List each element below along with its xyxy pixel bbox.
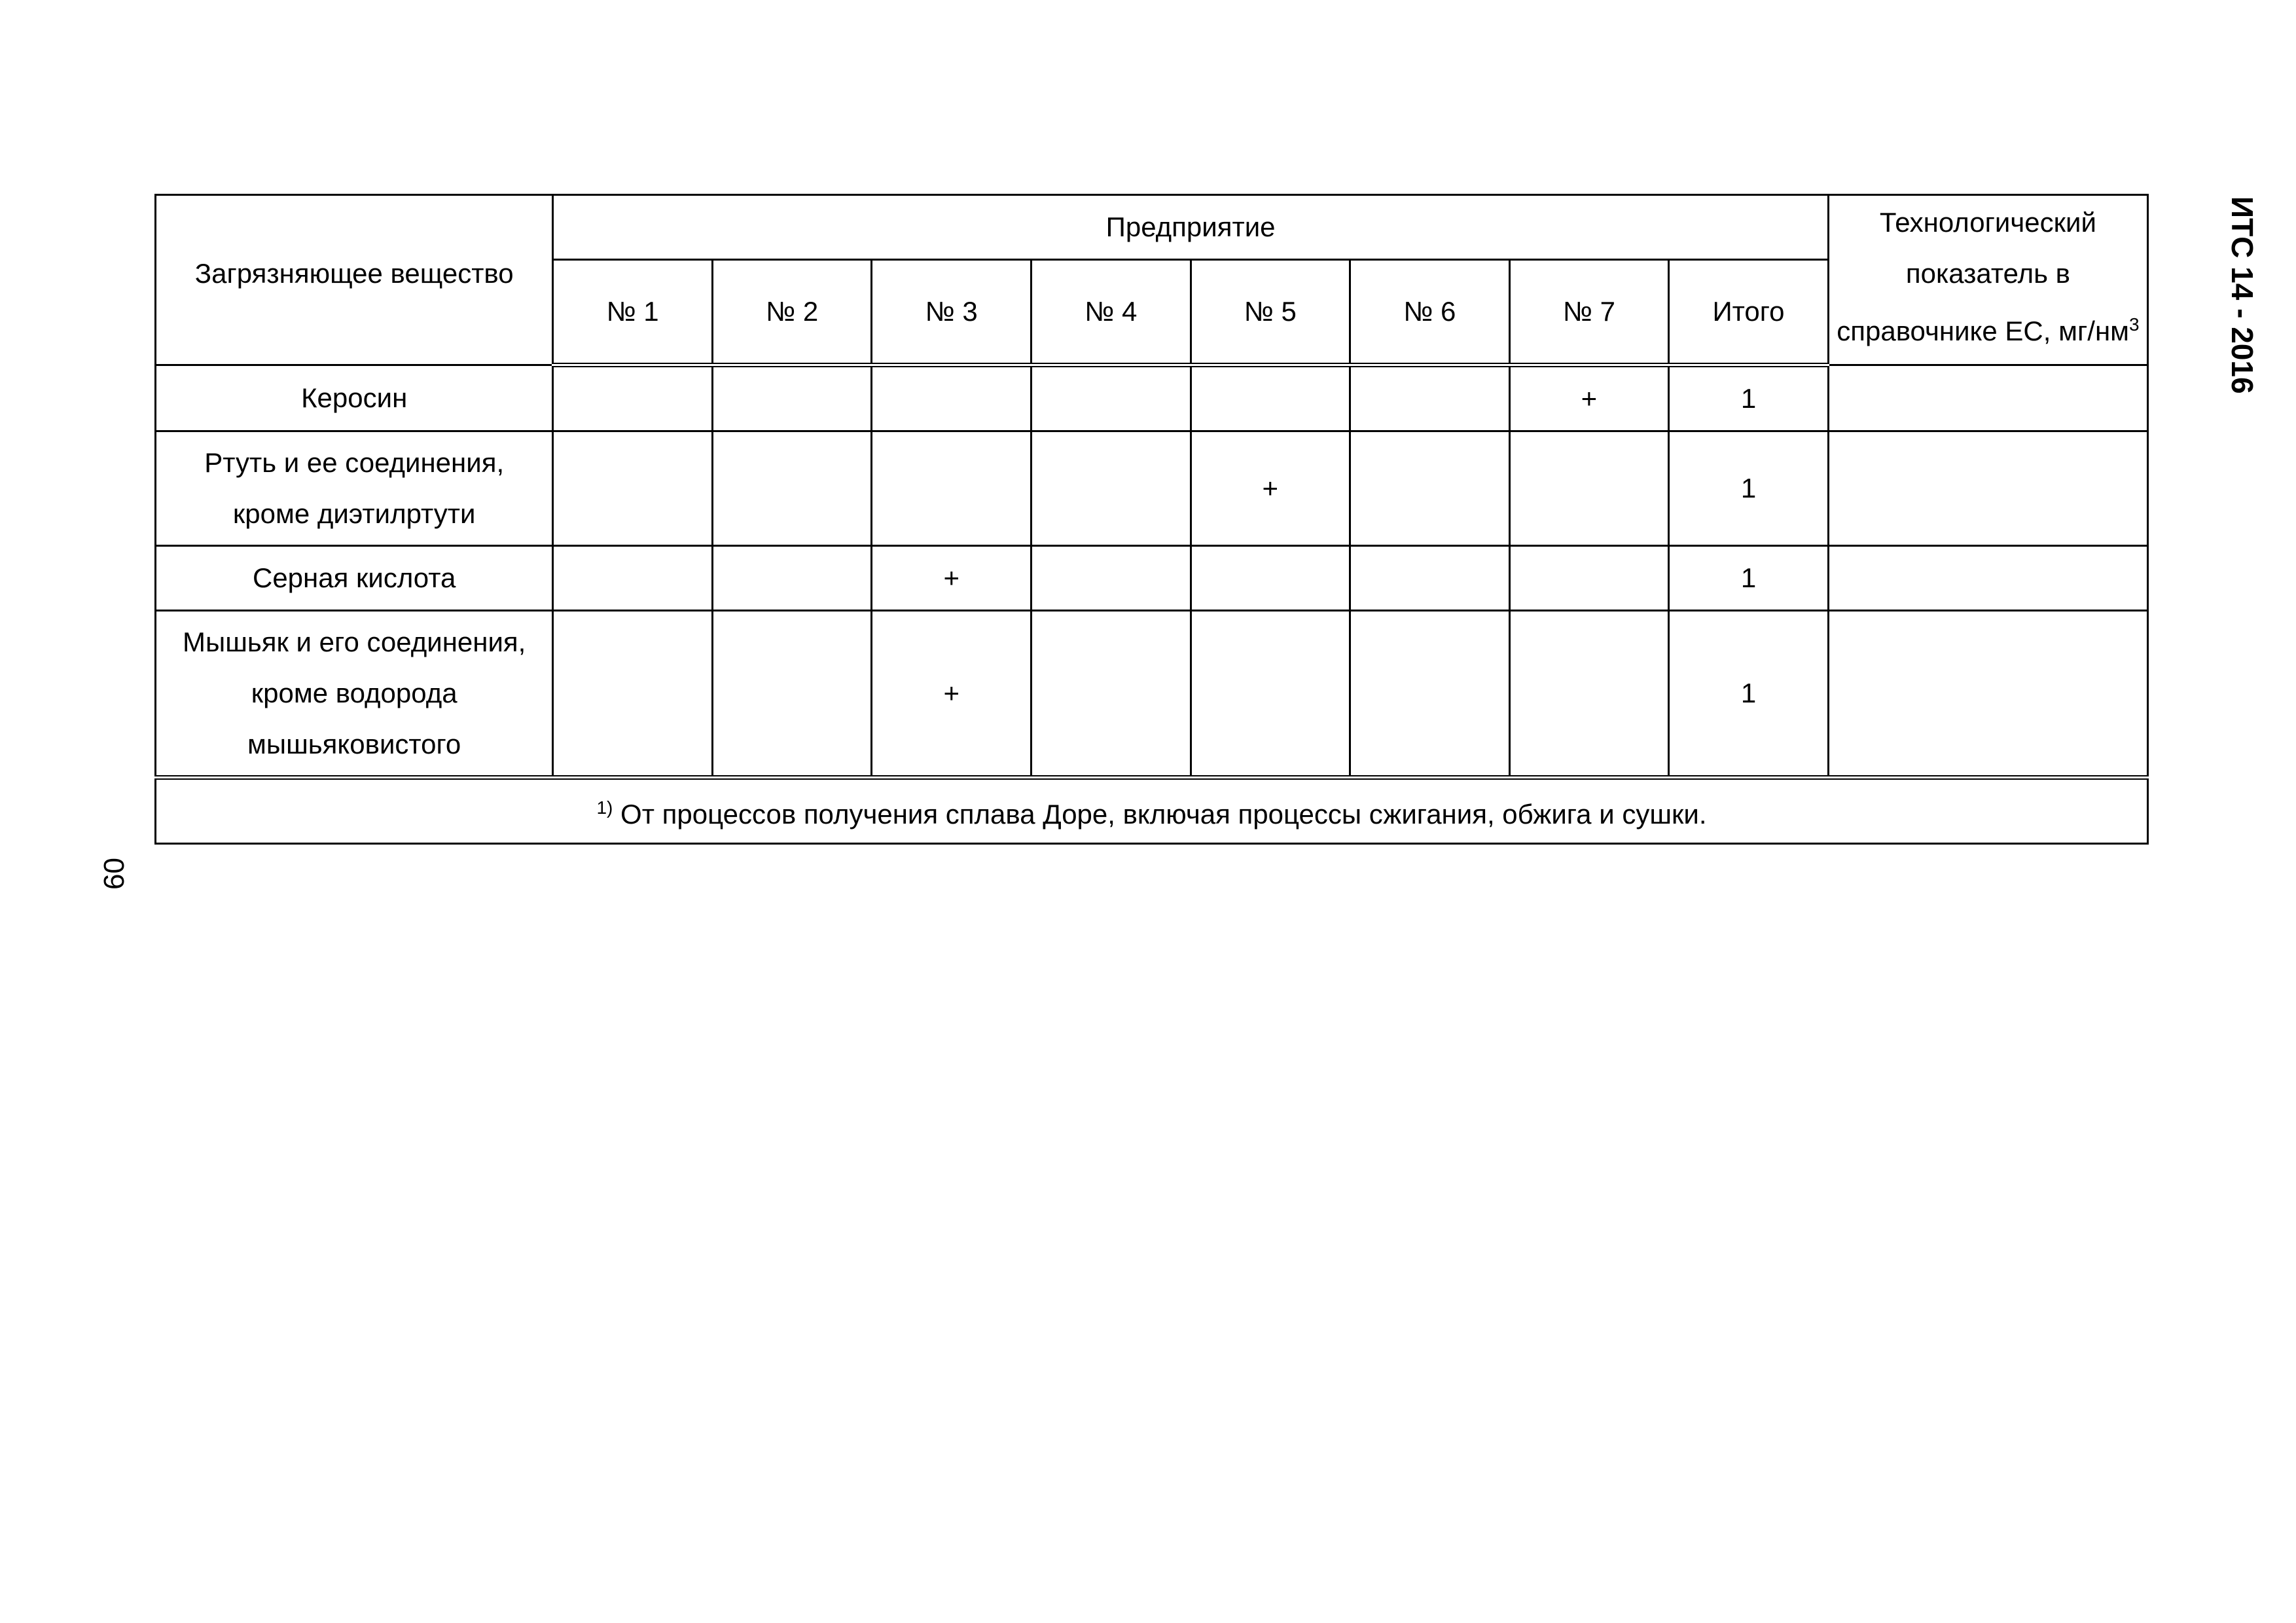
enterprise-cell	[1509, 431, 1669, 546]
substance-cell: Серная кислота	[156, 546, 553, 611]
enterprise-cell	[1509, 546, 1669, 611]
enterprise-cell	[1031, 431, 1191, 546]
header-enterprise-col: № 2	[712, 260, 872, 365]
enterprise-cell	[1509, 611, 1669, 778]
page-number: 60	[98, 858, 130, 890]
header-enterprise: Предприятие	[553, 195, 1828, 260]
enterprise-cell	[712, 546, 872, 611]
enterprise-cell	[872, 431, 1031, 546]
enterprise-cell	[1350, 365, 1510, 431]
enterprise-cell	[872, 365, 1031, 431]
tech-indicator-cell	[1828, 431, 2147, 546]
total-cell: 1	[1669, 611, 1829, 778]
footnote	[156, 778, 2148, 844]
header-enterprise-col: № 7	[1509, 260, 1669, 365]
enterprise-cell	[712, 611, 872, 778]
header-substance: Загрязняющее вещество	[156, 195, 553, 365]
enterprise-cell	[553, 546, 713, 611]
header-enterprise-col: № 3	[872, 260, 1031, 365]
tech-indicator-cell	[1828, 365, 2147, 431]
enterprise-cell	[553, 431, 713, 546]
enterprise-cell	[553, 365, 713, 431]
header-tech-indicator: Технологический показатель в справочнике ЕС, $мг/нм^3$	[1828, 195, 2147, 365]
substance-cell: Керосин	[156, 365, 553, 431]
table-row	[156, 365, 2148, 431]
header-enterprise-col: Итого	[1669, 260, 1829, 365]
header-enterprise-col: № 6	[1350, 260, 1510, 365]
pollutant-table	[154, 194, 2149, 845]
enterprise-cell	[712, 365, 872, 431]
enterprise-cell	[553, 611, 713, 778]
enterprise-cell	[1191, 365, 1350, 431]
tech-indicator-cell	[1828, 546, 2147, 611]
enterprise-cell	[1031, 611, 1191, 778]
enterprise-cell	[1350, 546, 1510, 611]
tech-indicator-cell	[1828, 611, 2147, 778]
enterprise-cell: +	[872, 546, 1031, 611]
enterprise-cell: +	[1191, 431, 1350, 546]
table-row	[156, 546, 2148, 611]
table-row	[156, 611, 2148, 778]
header-enterprise-col: № 4	[1031, 260, 1191, 365]
enterprise-cell	[712, 431, 872, 546]
header-enterprise-col: № 1	[553, 260, 713, 365]
footnote-mark: 1)	[596, 797, 613, 818]
footnote-text: От процессов получения сплава Доре, включая процессы сжигания, обжига и сушки.	[613, 799, 1707, 830]
enterprise-cell	[1191, 611, 1350, 778]
enterprise-cell: +	[872, 611, 1031, 778]
total-cell: 1	[1669, 365, 1829, 431]
header-enterprise-col: № 5	[1191, 260, 1350, 365]
enterprise-cell	[1031, 365, 1191, 431]
enterprise-cell	[1031, 546, 1191, 611]
substance-cell: Мышьяк и его соединения, кроме водорода мышьяковистого	[156, 611, 553, 778]
total-cell: 1	[1669, 431, 1829, 546]
enterprise-cell	[1191, 546, 1350, 611]
document-code: ИТС 14 - 2016	[2225, 196, 2259, 394]
total-cell: 1	[1669, 546, 1829, 611]
substance-cell: Ртуть и ее соединения, кроме диэтилртути	[156, 431, 553, 546]
enterprise-cell: +	[1509, 365, 1669, 431]
table-row	[156, 431, 2148, 546]
enterprise-cell	[1350, 431, 1510, 546]
enterprise-cell	[1350, 611, 1510, 778]
